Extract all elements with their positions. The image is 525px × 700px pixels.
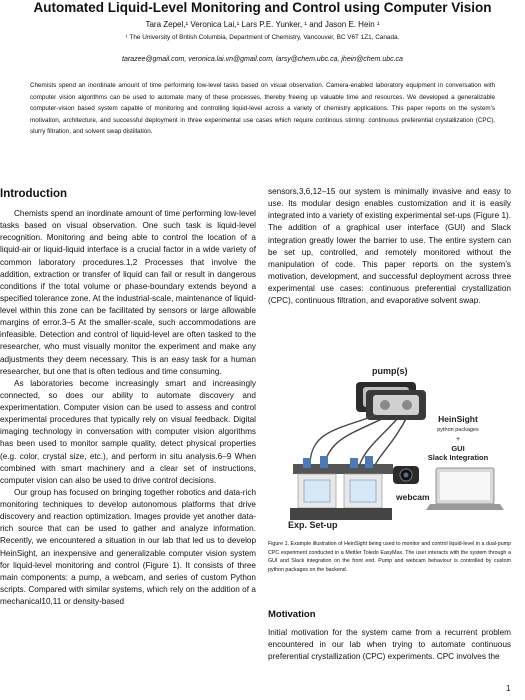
heinsight-label: HeinSight	[438, 414, 478, 424]
experimental-setup-illustration	[268, 360, 511, 530]
right-paragraph-1: sensors,3,6,12–15 our system is minimally invasive and easy to use. Its modular design enables customization and it is easily integrated into a variety of existing experimental set-ups (Figure 1). The addition of a graphical user interface (GUI) and Slack integration greatly lower the barrier to use. The entire system can be set up, controlled, and remotely monitored without the manipulation of code. This paper reports on the system’s motivation, development, and successful deployment across three experimental use cases: continuous preferential crystallization (CPC), continuous filtration, and evaporative solvent swap.	[268, 187, 511, 306]
paper-title: Automated Liquid-Level Monitoring and Control using Computer Vision	[33, 0, 492, 15]
figure-1	[268, 360, 511, 530]
motivation-heading: Motivation	[268, 609, 316, 620]
pumps-label: pump(s)	[372, 366, 408, 376]
right-column	[268, 186, 511, 307]
intro-paragraph-2: As laboratories become increasingly smart and increasingly connected, so does our ability to automate discovery and experimentation. Computer vision can be used to assess and control experimental procedures that typically rely on visual feedback. Digital imaging technology in conversation with computer vision algorithms has been used to monitor sample quality, detect physical properties (e.g. color, crystal size, etc.), and perform in situ analysis.6–9 When combined with smart machinery and a clear set of instructions, computer vision can also be used to drive control decisions.	[0, 378, 256, 485]
figure-caption: Figure 1. Example illustration of HeinSight being used to monitor and control liquid-level in a dual-pump CPC experiment conducted in a Mettler Toledo EasyMax. The user interacts with the system through a GUI and Slack integration on the front end. Pump and webcam behaviour is controlled by custom python packages on the backend.	[268, 541, 511, 573]
author-list: Tara Zepel,¹ Veronica Lai,¹ Lars P.E. Yunker, ¹ and Jason E. Hein ¹	[145, 20, 380, 29]
introduction-heading: Introduction	[0, 188, 68, 200]
intro-paragraph-1: Chemists spend an inordinate amount of time performing low-level tasks based on visual observation. One such task is liquid-level recognition. Monitoring and being able to control the location of a liquid-air or liquid-liquid interface is a crucial factor in a wide variety of common laboratory procedures.1,2 Processes that involve the addition, extraction or transfer of liquid can fail or result in dangerous conditions if the total volume or phase-boundary extends beyond a specified tolerance zone. At the industrial-scale, maintenance of liquid-level within this zone can be facilitated by sensors or large allowable margins of error.3–5 At the smaller-scale, such accommodations are infeasible. Detection and control of liquid-level are often tasked to the researcher, who must visually monitor the experiment and make any adjustments they deem necessary. This is an easy task for a human researcher, but one that is often tedious and time consuming.	[0, 209, 256, 376]
page-number: 1	[506, 684, 511, 693]
laptop-icon	[426, 468, 504, 510]
abstract: Chemists spend an inordinate amount of time performing low-level tasks based on visual observation. Camera-enabled laboratory equipment in conversation with computer vision algorithms can be used to automate many of these processes, thereby freeing up valuable time and resources. We developed a generalizable computer-vision based system capable of monitoring and controlling liquid-level across a variety of chemistry applications. This paper reports on the system’s motivation, architecture, and successful deployment in three experimental use cases which require continous stirring: continuous preferential crystallization (CPC), slurry filtration, and solvent swap distillation.	[30, 82, 495, 136]
intro-paragraph-3: Our group has focused on bringing together robotics and data-rich monitoring techniques to develop autonomous platforms that drive discovery and reaction optimization. Images provide yet another data-rich source that can be used to gather and analyze information. Recently, we encountered a situation in our lab that led us to develop HeinSight, an inexpensive and generalizable computer vision system for liquid-level monitoring and control (Figure 1). It consists of three main components: a pump, a webcam, and series of custom Python scripts. Compared with similar systems, which rely on the addition of a mechanical10,11 or density-based	[0, 487, 256, 606]
motivation-text: Initial motivation for the system came from a recurrent problem encountered in our lab when trying to automate continuous preferential crystallization (CPC) experiments. CPC involves the	[268, 628, 511, 662]
gui-label: GUI	[451, 444, 465, 453]
left-column	[0, 208, 256, 608]
affiliation: ¹ The University of British Columbia, Department of Chemistry, Vancouver, BC V6T 1Z1, Canada.	[125, 34, 400, 41]
webcam-icon	[393, 466, 419, 484]
easymax-reactor	[290, 456, 393, 520]
python-packages-label: python packages	[437, 427, 479, 433]
author-emails: tarazee@gmail.com, veronica.lai.vn@gmail.com, larsy@chem.ubc.ca, jhein@chem.ubc.ca	[122, 56, 403, 63]
plus-label: +	[455, 436, 461, 443]
webcam-label: webcam	[396, 492, 430, 502]
slack-integration-label: Slack Integration	[427, 453, 489, 462]
motivation-paragraph	[268, 627, 511, 663]
setup-label: Exp. Set-up	[288, 520, 338, 530]
